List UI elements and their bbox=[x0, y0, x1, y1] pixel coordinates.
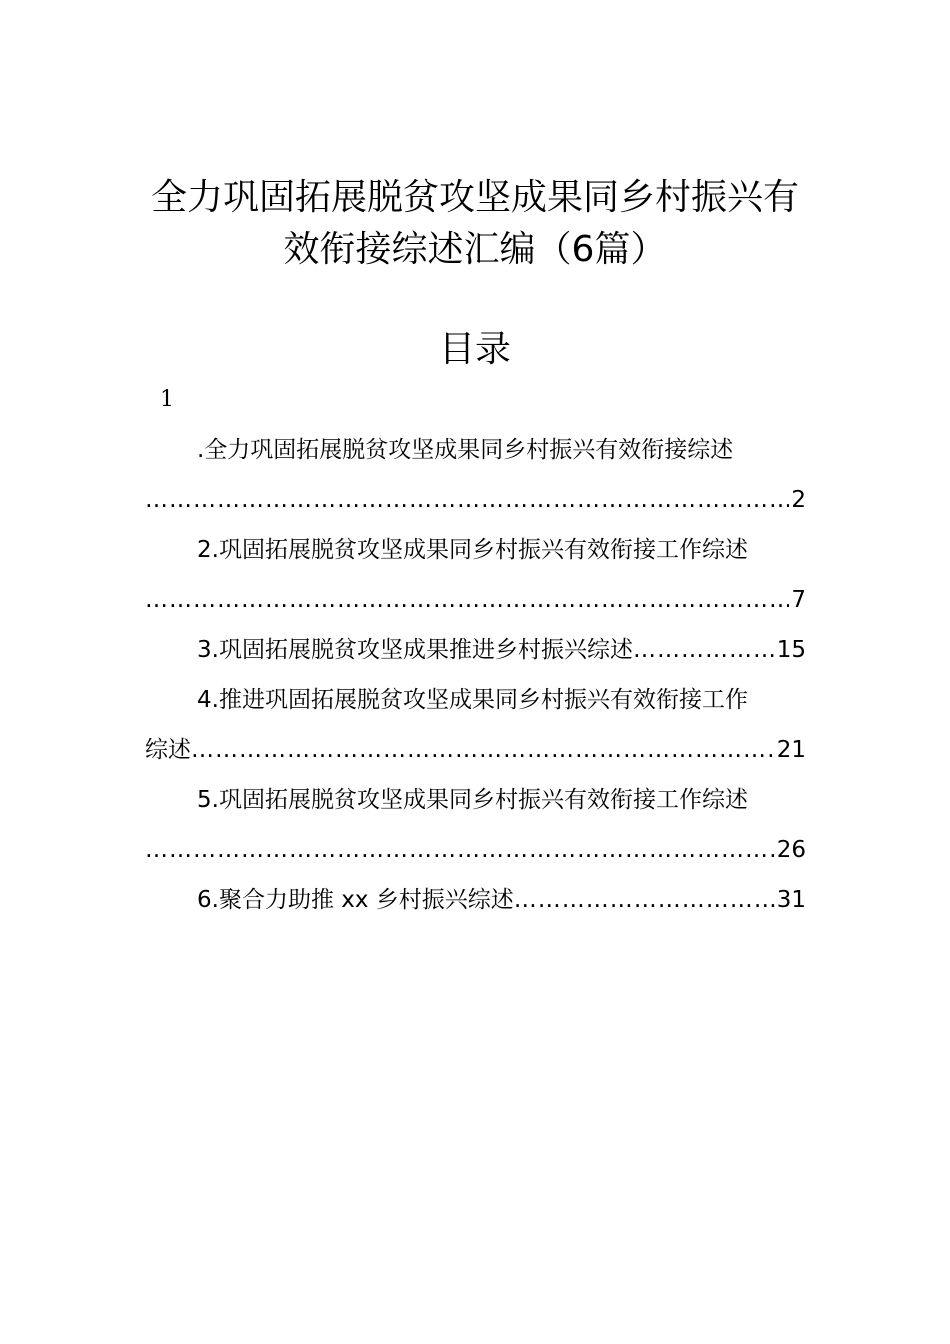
dot-leader bbox=[145, 825, 775, 875]
toc-item-page: 31 bbox=[776, 887, 806, 913]
toc-item-label: 2.巩固拓展脱贫攻坚成果同乡村振兴有效衔接工作综述 bbox=[197, 537, 748, 563]
toc-item-label: 4.推进巩固拓展脱贫攻坚成果同乡村振兴有效衔接工作 bbox=[197, 687, 748, 713]
toc-item-label: 3.巩固拓展脱贫攻坚成果推进乡村振兴综述 bbox=[197, 637, 633, 663]
document-title bbox=[145, 172, 805, 276]
toc-item-page: 21 bbox=[776, 737, 806, 763]
toc-item-label: 6.聚合力助推 xx 乡村振兴综述 bbox=[197, 887, 514, 913]
dot-leader bbox=[633, 625, 775, 675]
toc-item-page: 2 bbox=[791, 487, 806, 513]
dot-leader bbox=[145, 475, 789, 525]
toc-item-1-leader[interactable] bbox=[145, 475, 806, 525]
toc-item-5-title[interactable] bbox=[145, 775, 806, 825]
toc-heading: 目录 bbox=[438, 329, 511, 370]
toc-item-2-title[interactable] bbox=[145, 525, 806, 575]
toc-item-1-title[interactable] bbox=[145, 425, 806, 475]
title-line-1: 全力巩固拓展脱贫攻坚成果同乡村振兴有 bbox=[150, 177, 799, 218]
toc-item-label: 5.巩固拓展脱贫攻坚成果同乡村振兴有效衔接工作综述 bbox=[197, 787, 748, 813]
toc-item-page: 15 bbox=[776, 637, 806, 663]
toc-item-label: .全力巩固拓展脱贫攻坚成果同乡村振兴有效衔接综述 bbox=[197, 437, 734, 463]
table-of-contents bbox=[145, 425, 806, 925]
toc-item-4-leader[interactable] bbox=[145, 725, 806, 775]
toc-item-continuation: 综述 bbox=[145, 737, 191, 763]
toc-item-4-title[interactable] bbox=[145, 675, 806, 725]
stray-number: 1 bbox=[160, 387, 174, 412]
title-line-2: 效衔接综述汇编（6篇） bbox=[283, 229, 667, 270]
toc-item-page: 26 bbox=[776, 837, 806, 863]
toc-item-page: 7 bbox=[791, 587, 806, 613]
dot-leader bbox=[191, 725, 775, 775]
toc-item-2-leader[interactable] bbox=[145, 575, 806, 625]
dot-leader bbox=[145, 575, 789, 625]
dot-leader bbox=[514, 875, 775, 925]
toc-item-5-leader[interactable] bbox=[145, 825, 806, 875]
toc-item-6[interactable] bbox=[145, 875, 806, 925]
toc-item-3[interactable] bbox=[145, 625, 806, 675]
